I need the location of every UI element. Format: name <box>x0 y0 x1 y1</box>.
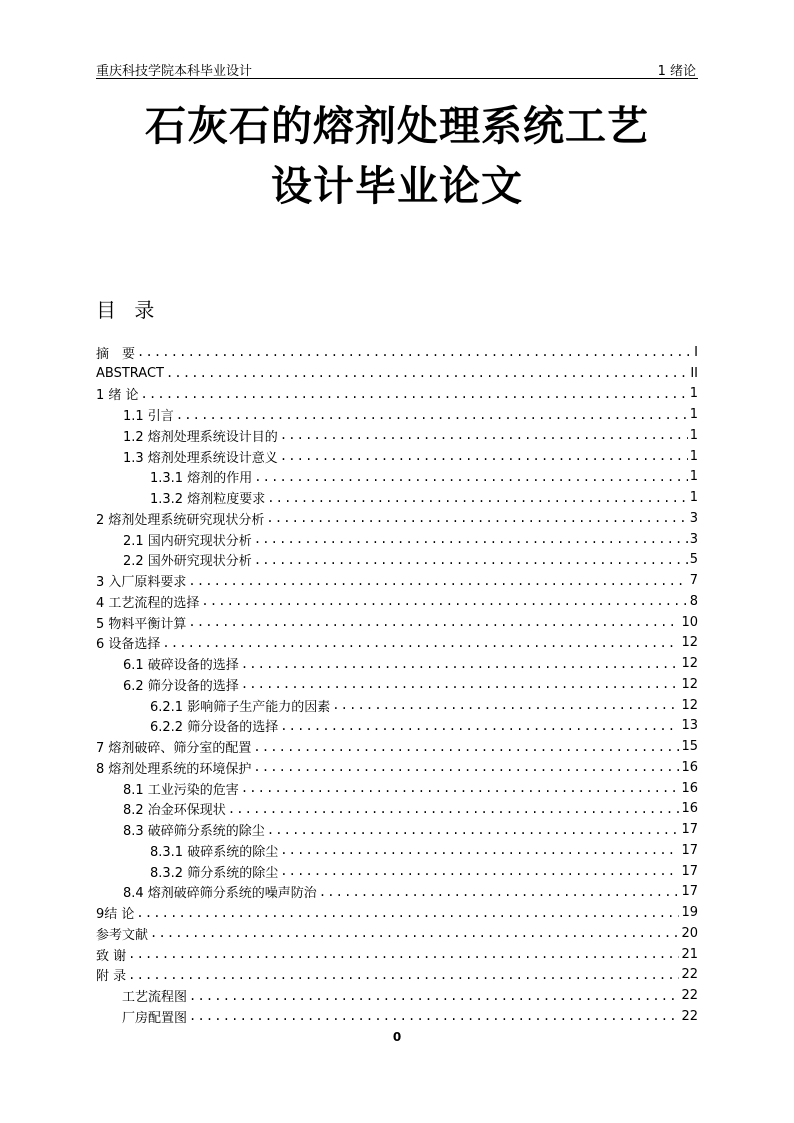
toc-entry[interactable] <box>96 446 698 467</box>
toc-entry-label: 8.3.2 筛分系统的除尘 <box>150 865 279 881</box>
toc-entry-page: 5 <box>689 552 698 568</box>
toc-entry-page: 15 <box>681 739 698 755</box>
toc-leader-dots <box>254 553 688 567</box>
toc-entry-page: 16 <box>681 780 698 796</box>
toc-leader-dots <box>166 366 688 380</box>
toc-heading: 目 录 <box>96 298 161 322</box>
header-school-title: 重庆科技学院本科毕业设计 <box>96 64 253 79</box>
toc-leader-dots <box>189 1009 679 1023</box>
toc-entry-page: 20 <box>681 925 698 941</box>
toc-entry-page: 3 <box>689 510 698 526</box>
toc-entry[interactable] <box>96 902 698 923</box>
page-header <box>96 58 698 79</box>
toc-leader-dots <box>137 345 692 359</box>
toc-entry-page: 21 <box>681 946 698 962</box>
toc-entry-label: ABSTRACT <box>96 365 164 381</box>
toc-entry-label: 6.2.2 筛分设备的选择 <box>150 720 279 736</box>
toc-entry[interactable] <box>96 487 698 508</box>
toc-leader-dots <box>128 947 679 961</box>
toc-entry-page: 3 <box>689 531 698 547</box>
toc-entry-page: 12 <box>681 676 698 692</box>
toc-entry-label: 工艺流程图 <box>122 990 188 1006</box>
thesis-title-line-2: 设计毕业论文 <box>271 162 523 210</box>
toc-leader-dots <box>228 802 680 816</box>
toc-entry-page: 1 <box>689 427 698 443</box>
toc-entry[interactable] <box>96 612 698 633</box>
toc-leader-dots <box>266 511 687 525</box>
toc-entry-label: 附 录 <box>96 969 127 985</box>
toc-entry-page: 16 <box>681 759 698 775</box>
toc-entry-label: 8.4 熔剂破碎筛分系统的噪声防治 <box>123 886 317 902</box>
toc-entry[interactable] <box>96 508 698 529</box>
toc-entry-page: 10 <box>681 614 698 630</box>
toc-leader-dots <box>176 408 688 422</box>
toc-entry-label: 4 工艺流程的选择 <box>96 595 200 611</box>
toc-entry[interactable] <box>96 529 698 550</box>
toc-entry-page: I <box>694 344 698 360</box>
toc-entry[interactable] <box>96 591 698 612</box>
toc-entry[interactable] <box>96 570 698 591</box>
toc-entry[interactable] <box>96 799 698 820</box>
toc-entry[interactable] <box>96 944 698 965</box>
toc-entry-label: 2.1 国内研究现状分析 <box>123 533 252 549</box>
toc-entry-page: 22 <box>681 988 698 1004</box>
toc-entry[interactable] <box>96 778 698 799</box>
toc-leader-dots <box>188 574 687 588</box>
toc-entry-page: 16 <box>681 801 698 817</box>
toc-entry-label: 8.3 破碎筛分系统的除尘 <box>123 824 265 840</box>
toc-leader-dots <box>280 843 679 857</box>
toc-entry-page: 1 <box>689 448 698 464</box>
toc-entry-label: 7 熔剂破碎、筛分室的配置 <box>96 741 252 757</box>
toc-entry-label: 1 绪 论 <box>96 388 139 404</box>
toc-entry-page: II <box>690 365 698 381</box>
toc-entry-label: 参考文献 <box>96 927 149 943</box>
toc-entry[interactable] <box>96 716 698 737</box>
toc-leader-dots <box>280 428 688 442</box>
toc-entry-page: 12 <box>681 635 698 651</box>
page-number: 0 <box>392 1030 402 1044</box>
thesis-title-line-1: 石灰石的熔剂处理系统工艺 <box>145 102 649 150</box>
toc-entry-label: 1.2 熔剂处理系统设计目的 <box>123 429 278 445</box>
toc-entry-label: 3 入厂原料要求 <box>96 575 187 591</box>
toc-leader-dots <box>267 823 680 837</box>
toc-leader-dots <box>162 636 679 650</box>
toc-entry-label: 5 物料平衡计算 <box>96 616 187 632</box>
toc-leader-dots <box>267 491 688 505</box>
toc-leader-dots <box>189 989 679 1003</box>
toc-entry-label: 1.3.2 熔剂粒度要求 <box>150 492 266 508</box>
toc-leader-dots <box>319 885 680 899</box>
toc-entry[interactable] <box>96 965 698 986</box>
toc-entry-label: 8 熔剂处理系统的环境保护 <box>96 761 252 777</box>
toc-entry[interactable] <box>96 404 698 425</box>
toc-entry[interactable] <box>96 550 698 571</box>
toc-leader-dots <box>188 615 679 629</box>
toc-leader-dots <box>201 594 687 608</box>
toc-entry[interactable] <box>96 757 698 778</box>
toc-entry-label: 6.2.1 影响筛子生产能力的因素 <box>150 699 331 715</box>
toc-leader-dots <box>241 677 680 691</box>
toc-entry[interactable] <box>96 384 698 405</box>
toc-leader-dots <box>280 864 679 878</box>
toc-entry-page: 22 <box>681 967 698 983</box>
toc-entry-page: 1 <box>689 469 698 485</box>
toc-leader-dots <box>254 532 688 546</box>
toc-entry-label: 6 设备选择 <box>96 637 161 653</box>
toc-entry[interactable] <box>96 1006 698 1027</box>
toc-entry-page: 1 <box>689 490 698 506</box>
toc-entry[interactable] <box>96 923 698 944</box>
toc-entry-label: 摘 要 <box>96 346 136 362</box>
toc-entry-page: 13 <box>681 718 698 734</box>
toc-entry-page: 7 <box>689 573 698 589</box>
toc-leader-dots <box>280 449 688 463</box>
toc-entry-page: 17 <box>681 884 698 900</box>
toc-entry[interactable] <box>96 633 698 654</box>
toc-entry-label: 6.1 破碎设备的选择 <box>123 658 239 674</box>
toc-entry[interactable] <box>96 985 698 1006</box>
toc-entry-page: 17 <box>681 842 698 858</box>
toc-leader-dots <box>253 740 679 754</box>
toc-leader-dots <box>136 906 679 920</box>
toc-entry[interactable] <box>96 695 698 716</box>
toc-entry-label: 6.2 筛分设备的选择 <box>123 678 239 694</box>
toc-leader-dots <box>254 470 688 484</box>
toc-leader-dots <box>241 657 680 671</box>
toc-entry-label: 8.1 工业污染的危害 <box>123 782 239 798</box>
toc-entry[interactable] <box>96 342 698 363</box>
header-chapter: 1 绪论 <box>657 64 696 79</box>
toc-entry[interactable] <box>96 653 698 674</box>
toc-leader-dots <box>280 719 679 733</box>
toc-entry-label: 2.2 国外研究现状分析 <box>123 554 252 570</box>
toc-entry[interactable] <box>96 819 698 840</box>
toc-entry-page: 12 <box>681 697 698 713</box>
toc-entry-label: 8.3.1 破碎系统的除尘 <box>150 844 279 860</box>
toc-entry[interactable] <box>96 736 698 757</box>
toc-entry-page: 22 <box>681 1008 698 1024</box>
toc-leader-dots <box>141 387 688 401</box>
toc-leader-dots <box>241 781 680 795</box>
toc-entry[interactable] <box>96 882 698 903</box>
toc-entry-label: 1.1 引言 <box>123 409 174 425</box>
toc-entry-label: 致 谢 <box>96 948 127 964</box>
toc-entry[interactable] <box>96 840 698 861</box>
toc-entry-label: 1.3 熔剂处理系统设计意义 <box>123 450 278 466</box>
thesis-title <box>0 96 794 216</box>
toc-leader-dots <box>253 760 679 774</box>
toc-entry-page: 17 <box>681 822 698 838</box>
toc-entry-label: 1.3.1 熔剂的作用 <box>150 471 253 487</box>
toc-entry-page: 17 <box>681 863 698 879</box>
toc-entry-page: 1 <box>689 407 698 423</box>
toc-entry-label: 2 熔剂处理系统研究现状分析 <box>96 512 265 528</box>
toc-entry[interactable] <box>96 467 698 488</box>
table-of-contents <box>96 342 698 1027</box>
toc-entry-label: 9结 论 <box>96 907 135 923</box>
toc-leader-dots <box>332 698 679 712</box>
toc-entry-page: 19 <box>681 905 698 921</box>
toc-entry[interactable] <box>96 861 698 882</box>
toc-entry[interactable] <box>96 363 698 384</box>
toc-entry[interactable] <box>96 425 698 446</box>
toc-leader-dots <box>150 926 679 940</box>
toc-entry-page: 8 <box>689 593 698 609</box>
toc-entry-page: 1 <box>689 386 698 402</box>
toc-entry-label: 8.2 冶金环保现状 <box>123 803 226 819</box>
toc-entry[interactable] <box>96 674 698 695</box>
toc-entry-page: 12 <box>681 656 698 672</box>
toc-leader-dots <box>128 968 679 982</box>
toc-entry-label: 厂房配置图 <box>122 1010 188 1026</box>
